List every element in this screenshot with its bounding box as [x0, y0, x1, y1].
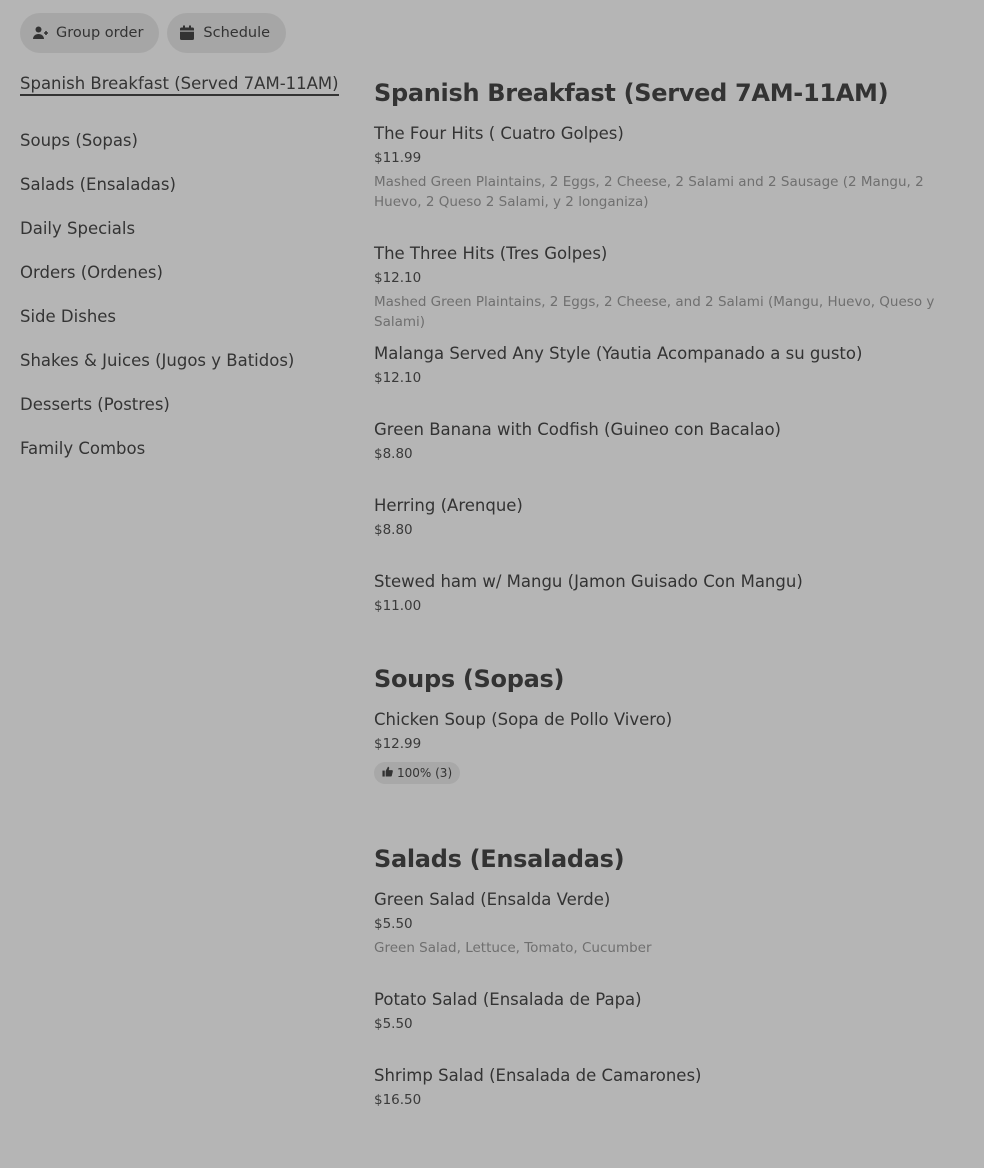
item-description: Mashed Green Plaintains, 2 Eggs, 2 Cheese, and 2 Salami (Mangu, Huevo, Queso y Salami): [374, 294, 935, 330]
sidebar-item-label: Daily Specials: [20, 218, 136, 238]
category-sidebar: [20, 74, 340, 470]
thumbs-up-icon: [382, 766, 393, 780]
item-price: $8.80: [374, 522, 413, 538]
sidebar-item-label: Soups (Sopas): [20, 130, 138, 150]
menu-section: [374, 76, 964, 662]
rating-text: 100% (3): [397, 766, 453, 780]
sidebar-item-spanish-breakfast[interactable]: [20, 74, 340, 100]
item-price: $12.10: [374, 270, 422, 286]
top-actions: [20, 13, 286, 53]
sidebar-item-side-dishes[interactable]: [20, 294, 340, 338]
section-title: Salads (Ensaladas): [374, 845, 625, 873]
item-name: Green Banana with Codfish (Guineo con Bacalao): [374, 420, 781, 439]
sidebar-item-soups[interactable]: [20, 118, 340, 162]
item-price: $5.50: [374, 1016, 413, 1032]
item-name: Herring (Arenque): [374, 496, 523, 515]
calendar-icon: [179, 25, 195, 41]
menu-item[interactable]: [374, 984, 964, 1060]
item-name: Chicken Soup (Sopa de Pollo Vivero): [374, 710, 673, 729]
sidebar-item-family-combos[interactable]: [20, 426, 340, 470]
schedule-button[interactable]: [167, 13, 286, 53]
menu-content: [374, 76, 964, 1120]
item-price: $16.50: [374, 1092, 422, 1108]
item-name: Shrimp Salad (Ensalada de Camarones): [374, 1066, 702, 1085]
menu-item[interactable]: [374, 704, 964, 842]
add-person-icon: [32, 25, 48, 41]
sidebar-item-label: Spanish Breakfast (Served 7AM-11AM): [20, 74, 339, 96]
item-name: Malanga Served Any Style (Yautia Acompanado a su gusto): [374, 344, 863, 363]
item-name: Green Salad (Ensalda Verde): [374, 890, 611, 909]
sidebar-item-label: Side Dishes: [20, 306, 117, 326]
sidebar-item-orders[interactable]: [20, 250, 340, 294]
menu-item[interactable]: [374, 118, 964, 238]
sidebar-item-label: Desserts (Postres): [20, 394, 170, 414]
item-name: The Four Hits ( Cuatro Golpes): [374, 124, 624, 143]
item-price: $8.80: [374, 446, 413, 462]
menu-item[interactable]: [374, 238, 964, 338]
menu-item[interactable]: [374, 1060, 964, 1120]
section-title: Soups (Sopas): [374, 665, 565, 693]
sidebar-item-shakes-juices[interactable]: [20, 338, 340, 382]
section-title: Spanish Breakfast (Served 7AM-11AM): [374, 79, 889, 107]
menu-item[interactable]: [374, 566, 964, 662]
group-order-button[interactable]: [20, 13, 159, 53]
item-price: $12.10: [374, 370, 422, 386]
menu-item[interactable]: [374, 884, 964, 984]
sidebar-item-label: Salads (Ensaladas): [20, 174, 176, 194]
group-order-label: Group order: [56, 25, 144, 41]
sidebar-item-desserts[interactable]: [20, 382, 340, 426]
item-name: The Three Hits (Tres Golpes): [374, 244, 608, 263]
menu-item[interactable]: [374, 414, 964, 490]
item-price: $11.00: [374, 598, 422, 614]
item-description: Green Salad, Lettuce, Tomato, Cucumber: [374, 940, 652, 956]
item-price: $5.50: [374, 916, 413, 932]
item-name: Potato Salad (Ensalada de Papa): [374, 990, 642, 1009]
sidebar-item-label: Shakes & Juices (Jugos y Batidos): [20, 350, 295, 370]
sidebar-item-label: Family Combos: [20, 438, 146, 458]
item-description: Mashed Green Plaintains, 2 Eggs, 2 Cheese, 2 Salami and 2 Sausage (2 Mangu, 2 Huevo, 2 Queso 2 Salami, y 2 longaniza): [374, 174, 924, 210]
sidebar-item-daily-specials[interactable]: [20, 206, 340, 250]
schedule-label: Schedule: [203, 25, 271, 41]
item-price: $11.99: [374, 150, 422, 166]
menu-item[interactable]: [374, 338, 964, 414]
sidebar-item-salads[interactable]: [20, 162, 340, 206]
menu-section: [374, 662, 964, 842]
item-price: $12.99: [374, 736, 422, 752]
menu-section: [374, 842, 964, 1120]
sidebar-item-label: Orders (Ordenes): [20, 262, 163, 282]
rating-badge: [374, 762, 460, 784]
menu-item[interactable]: [374, 490, 964, 566]
item-name: Stewed ham w/ Mangu (Jamon Guisado Con Mangu): [374, 572, 803, 591]
